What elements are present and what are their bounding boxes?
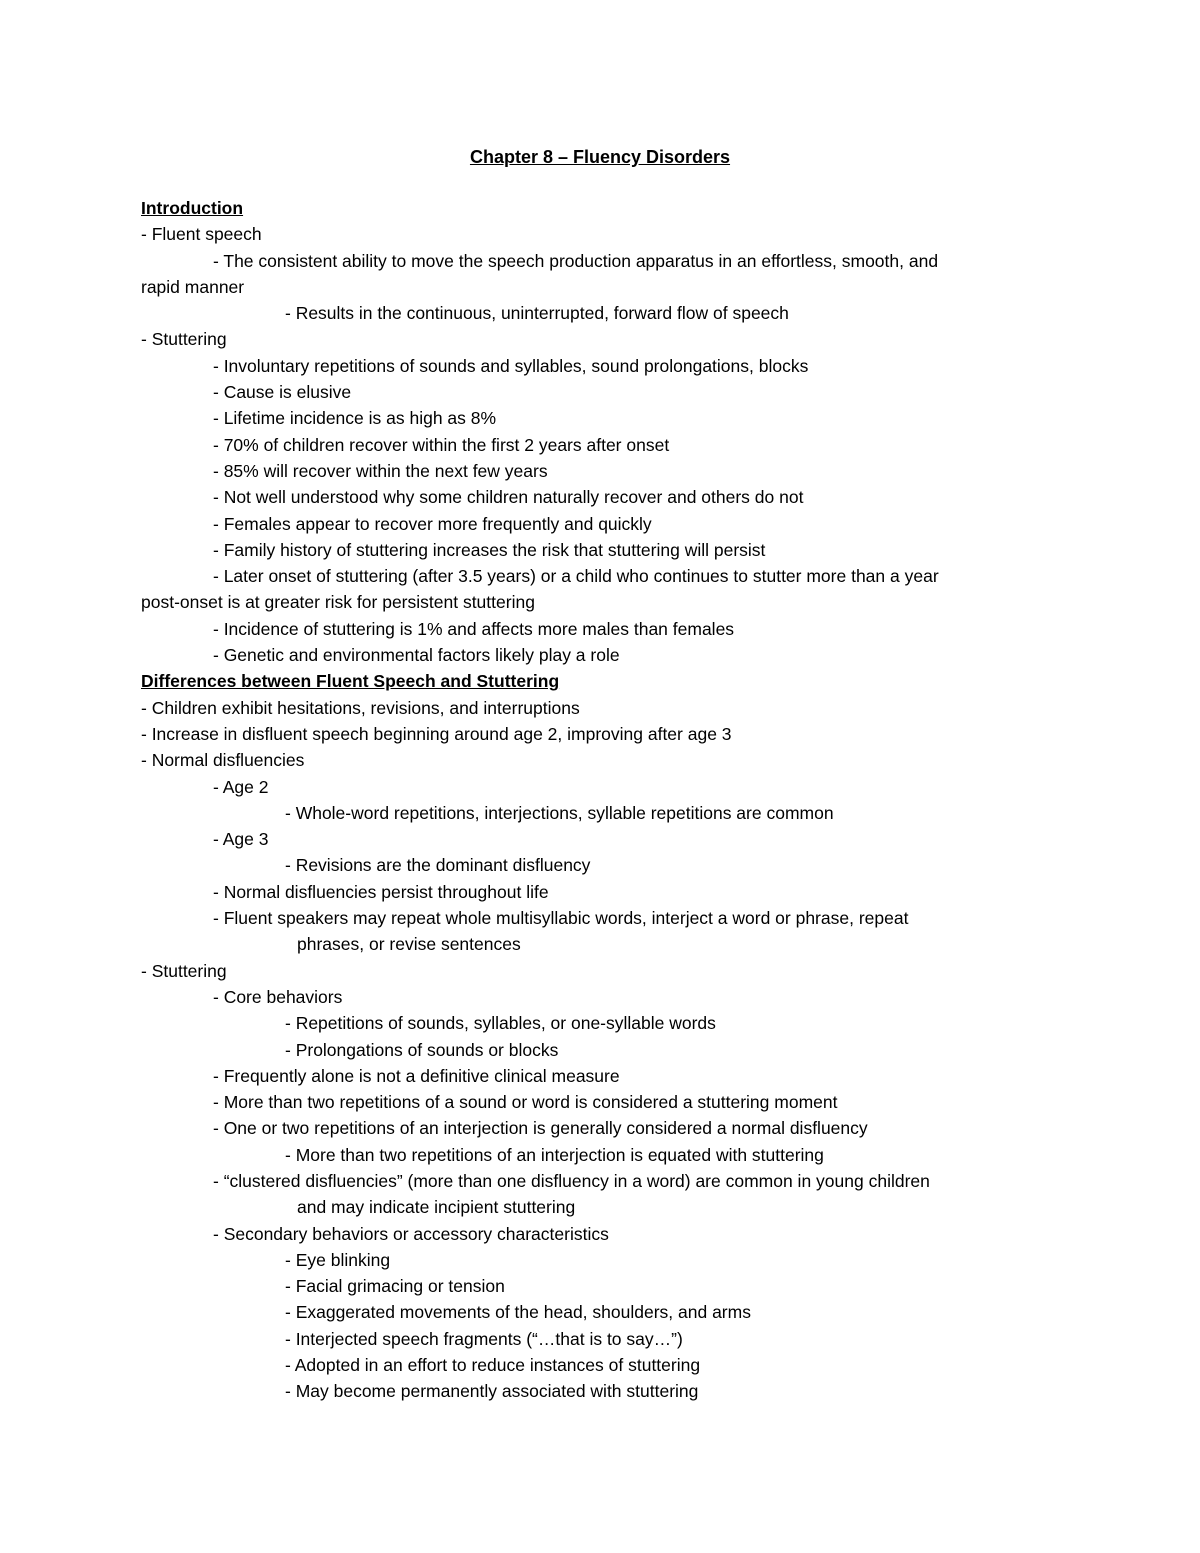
outline-line: - Results in the continuous, uninterrupted, forward flow of speech (285, 303, 789, 324)
outline-line: - Involuntary repetitions of sounds and syllables, sound prolongations, blocks (213, 355, 809, 376)
outline-line: - May become permanently associated with stuttering (285, 1381, 699, 1402)
outline-line: - Fluent speech (141, 224, 262, 245)
outline-line: - Increase in disfluent speech beginning around age 2, improving after age 3 (141, 723, 732, 744)
outline-line: - Children exhibit hesitations, revisions, and interruptions (141, 697, 580, 718)
outline-line: - Cause is elusive (213, 382, 352, 403)
outline-line: - Normal disfluencies persist throughout life (213, 881, 549, 902)
outline-line: - Adopted in an effort to reduce instances of stuttering (285, 1355, 701, 1376)
outline-line: - More than two repetitions of a sound or word is considered a stuttering moment (213, 1092, 838, 1113)
outline-line: - Secondary behaviors or accessory characteristics (213, 1223, 609, 1244)
document-body (141, 195, 1041, 1405)
outline-line: phrases, or revise sentences (297, 934, 521, 955)
outline-line: - Lifetime incidence is as high as 8% (213, 408, 497, 429)
outline-line: - Not well understood why some children naturally recover and others do not (213, 487, 804, 508)
page-title: Chapter 8 – Fluency Disorders (469, 147, 731, 167)
outline-line: - Facial grimacing or tension (285, 1276, 505, 1297)
section-heading: Introduction (141, 198, 244, 218)
outline-line: - 70% of children recover within the first 2 years after onset (213, 434, 670, 455)
outline-line: - Core behaviors (213, 986, 343, 1007)
outline-line: rapid manner (141, 276, 245, 297)
outline-line: - Age 3 (213, 829, 269, 850)
outline-line: - 85% will recover within the next few years (213, 460, 548, 481)
outline-line: - Genetic and environmental factors likely play a role (213, 645, 620, 666)
outline-line: - “clustered disfluencies” (more than one disfluency in a word) are common in young children (213, 1170, 930, 1191)
outline-line: - Incidence of stuttering is 1% and affects more males than females (213, 618, 735, 639)
outline-line: - Whole-word repetitions, interjections, syllable repetitions are common (285, 802, 834, 823)
outline-line: - Prolongations of sounds or blocks (285, 1039, 559, 1060)
outline-line: - Family history of stuttering increases the risk that stuttering will persist (213, 539, 766, 560)
outline-line: - One or two repetitions of an interjection is generally considered a normal disfluency (213, 1118, 868, 1139)
outline-line: post-onset is at greater risk for persistent stuttering (141, 592, 535, 613)
outline-line: and may indicate incipient stuttering (297, 1197, 576, 1218)
outline-line: - Stuttering (141, 960, 227, 981)
outline-line: - Eye blinking (285, 1249, 391, 1270)
outline-line: - More than two repetitions of an interjection is equated with stuttering (285, 1144, 824, 1165)
outline-line: - Revisions are the dominant disfluency (285, 855, 591, 876)
outline-line: - Normal disfluencies (141, 750, 305, 771)
section-heading: Differences between Fluent Speech and Stuttering (141, 671, 560, 692)
outline-line: - Interjected speech fragments (“…that is to say…”) (285, 1328, 683, 1349)
outline-line: - Frequently alone is not a definitive clinical measure (213, 1065, 620, 1086)
outline-line: - Fluent speakers may repeat whole multisyllabic words, interject a word or phrase, repeat (213, 908, 909, 929)
outline-line: - Exaggerated movements of the head, shoulders, and arms (285, 1302, 751, 1323)
outline-line: - The consistent ability to move the speech production apparatus in an effortless, smooth, and (213, 250, 939, 271)
outline-line: - Repetitions of sounds, syllables, or one-syllable words (285, 1013, 716, 1034)
outline-line: - Later onset of stuttering (after 3.5 years) or a child who continues to stutter more than a year (213, 566, 939, 587)
outline-line: - Stuttering (141, 329, 227, 350)
outline-line: - Age 2 (213, 776, 269, 797)
outline-line: - Females appear to recover more frequently and quickly (213, 513, 652, 534)
